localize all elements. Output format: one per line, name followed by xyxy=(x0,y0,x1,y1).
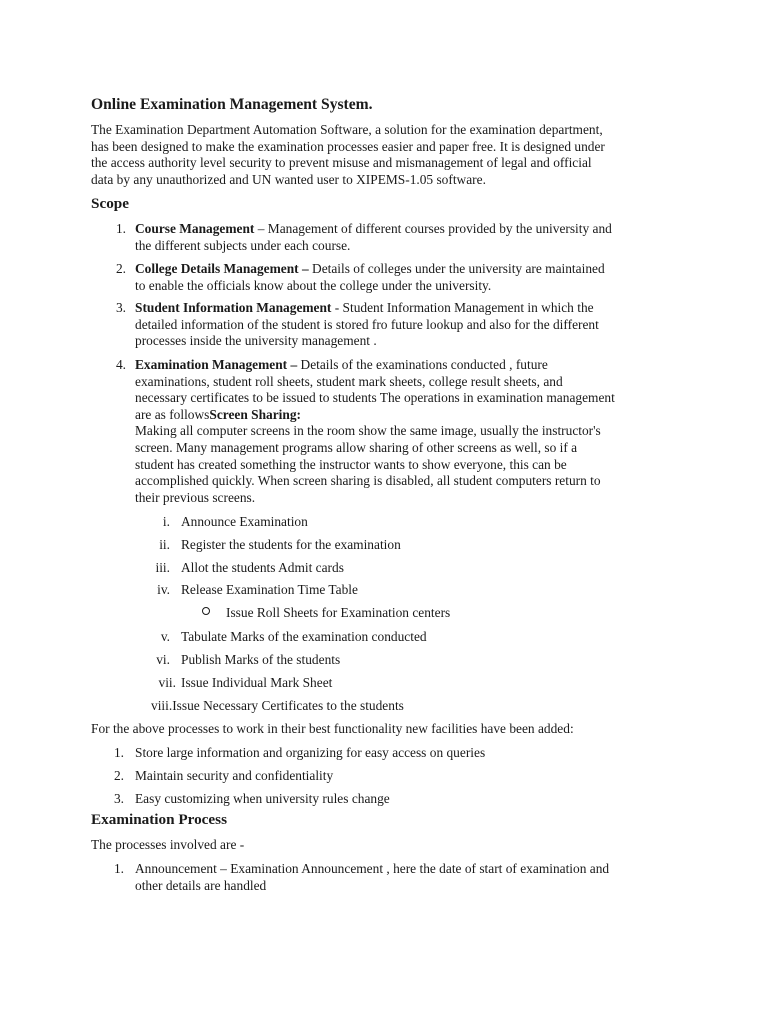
sub-list-item: Publish Marks of the students xyxy=(181,652,341,667)
document-title: Online Examination Management System. xyxy=(91,96,373,113)
scope-item-examination-management xyxy=(135,357,615,506)
item-text: examinations, student roll sheets, student mark sheets, college result sheets, and xyxy=(135,373,563,389)
intro-line: data by any unauthorized and UN wanted user to XIPEMS-1.05 software. xyxy=(91,171,486,187)
scope-item-student-information xyxy=(135,300,599,350)
list-number: 1. xyxy=(113,745,124,760)
intro-line: the access authority level security to prevent misuse and mismanagement of legal and official xyxy=(91,155,592,171)
roman-number: vii. xyxy=(158,675,176,690)
item-title: Student Information Management xyxy=(135,300,332,315)
item-text: accomplished quickly. When screen sharing is disabled, all student computers return to xyxy=(135,473,601,489)
sub-list-item: Issue Individual Mark Sheet xyxy=(181,675,333,690)
item-text: detailed information of the student is stored fro future lookup and also for the different xyxy=(135,316,599,332)
item-text: to enable the officials know about the college under the university. xyxy=(135,277,492,293)
circle-bullet-icon xyxy=(202,607,210,615)
item-title: Examination Management – xyxy=(135,357,298,372)
facility-item: Easy customizing when university rules change xyxy=(135,791,390,806)
sub-sub-list-item: Issue Roll Sheets for Examination centers xyxy=(226,605,451,620)
examination-process-heading: Examination Process xyxy=(91,811,227,828)
roman-number: vi. xyxy=(156,652,170,667)
item-text: the different subjects under each course. xyxy=(135,237,351,253)
scope-heading: Scope xyxy=(91,195,129,212)
item-title: College Details Management – xyxy=(135,261,309,276)
item-text: other details are handled xyxy=(135,877,267,893)
roman-number: viii. xyxy=(151,698,173,713)
sub-list-item: Release Examination Time Table xyxy=(181,582,358,597)
sub-list-item xyxy=(151,698,404,715)
list-number: 3. xyxy=(113,791,124,806)
exam-process-intro: The processes involved are - xyxy=(91,837,245,852)
roman-number: i. xyxy=(162,514,170,529)
sub-list-item: Allot the students Admit cards xyxy=(181,560,344,575)
item-text: are as follows xyxy=(135,406,210,422)
item-text: – Management of different courses provided by the university and xyxy=(254,221,612,236)
facility-item: Maintain security and confidentiality xyxy=(135,768,334,783)
list-number: 3. xyxy=(115,300,126,315)
item-text: Details of the examinations conducted , future xyxy=(297,357,548,372)
exam-process-item-announcement xyxy=(135,861,609,894)
sub-list-item: Register the students for the examination xyxy=(181,537,401,552)
item-text: their previous screens. xyxy=(135,489,256,505)
roman-number: iii. xyxy=(155,560,170,575)
list-number: 4. xyxy=(115,357,126,372)
sub-list-text: Issue Necessary Certificates to the students xyxy=(172,698,404,713)
item-text: Making all computer screens in the room show the same image, usually the instructor's xyxy=(135,423,601,439)
list-number: 2. xyxy=(115,261,126,276)
intro-line: The Examination Department Automation Software, a solution for the examination department, xyxy=(91,122,603,137)
scope-item-course-management xyxy=(135,221,612,254)
list-number: 1. xyxy=(113,861,124,876)
item-text: Details of colleges under the university are maintained xyxy=(308,261,605,276)
item-text: processes inside the university management . xyxy=(135,333,377,349)
sub-list-item: Announce Examination xyxy=(181,514,308,529)
roman-number: v. xyxy=(160,629,170,644)
item-text: necessary certificates to be issued to students The operations in examination management xyxy=(135,390,615,406)
facility-item: Store large information and organizing for easy access on queries xyxy=(135,745,486,760)
item-text: - Student Information Management in which the xyxy=(331,300,594,315)
item-text: Announcement – Examination Announcement , here the date of start of examination and xyxy=(135,861,610,876)
item-title: Course Management xyxy=(135,221,255,236)
intro-paragraph xyxy=(91,122,605,188)
intro-line: has been designed to make the examination processes easier and paper free. It is designed under xyxy=(91,138,605,154)
item-text: student has created something the instructor wants to show everyone, this can be xyxy=(135,456,567,472)
list-number: 2. xyxy=(113,768,124,783)
item-text: screen. Many management programs allow sharing of other screens as well, so if a xyxy=(135,439,578,455)
list-number: 1. xyxy=(115,221,126,236)
sub-list-item: Tabulate Marks of the examination conducted xyxy=(181,629,427,644)
facilities-intro: For the above processes to work in their best functionality new facilities have been added: xyxy=(91,721,574,736)
roman-number: ii. xyxy=(159,537,170,552)
screen-sharing-heading: Screen Sharing: xyxy=(209,406,302,422)
roman-number: iv. xyxy=(157,582,170,597)
scope-item-college-details xyxy=(135,261,605,294)
